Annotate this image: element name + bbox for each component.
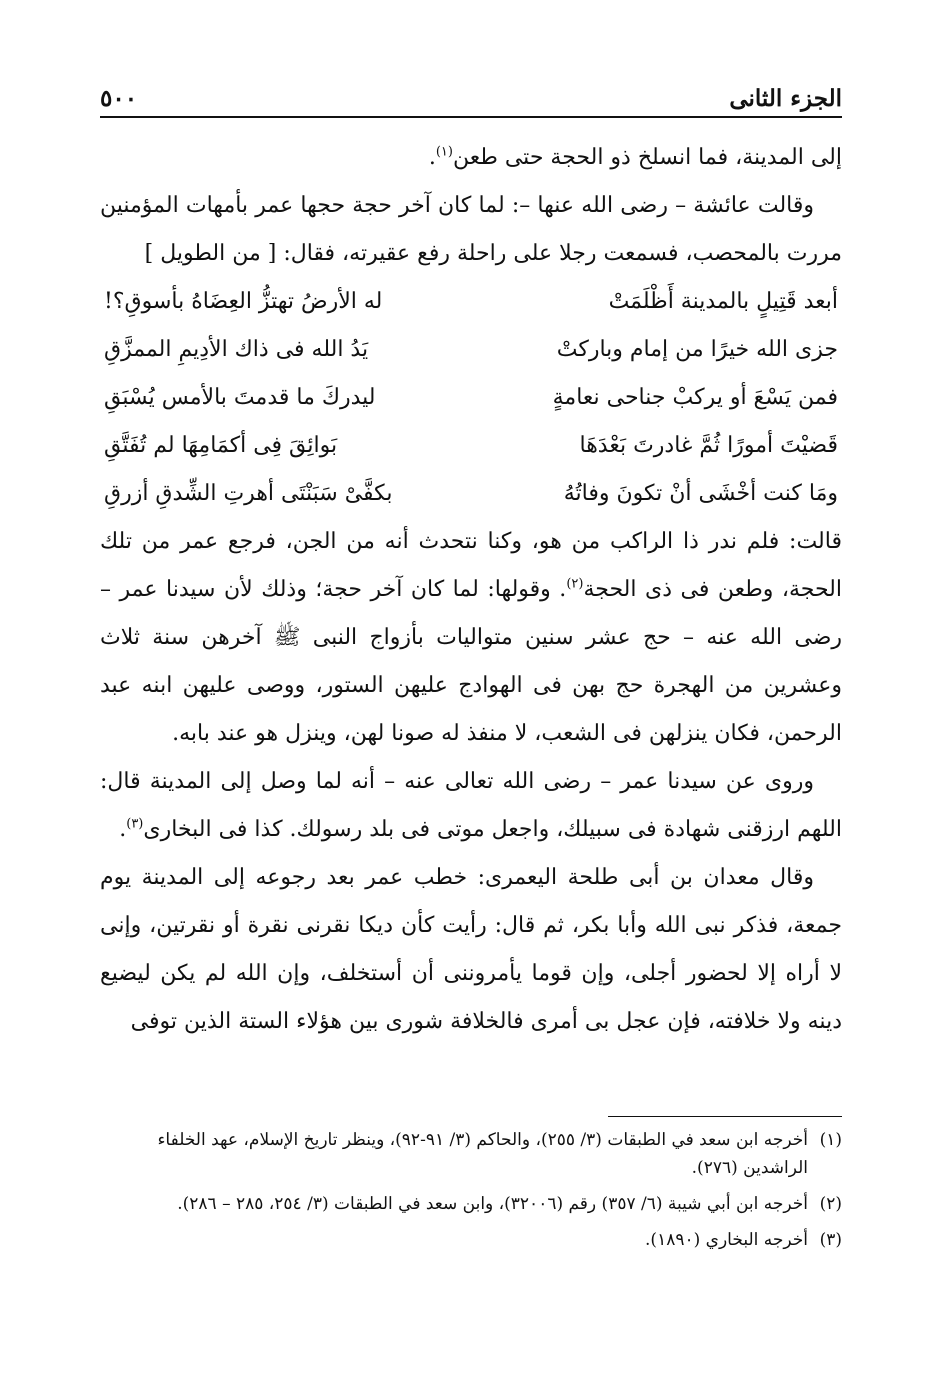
verse-second-hemistich: بكفَّىْ سَبَنْتَى أهرتِ الشِّدقِ أزرقِ — [104, 481, 393, 506]
verse — [100, 470, 842, 518]
paragraph-4: وروى عن سيدنا عمر – رضى الله تعالى عنه – أنه لما وصل إلى المدينة قال: اللهم ارزقنى شهادة فى سبيلك، واجعل موتى فى بلد رسولك. كذا فى البخارى$^{(٣)}$. — [100, 769, 842, 842]
verse — [100, 326, 842, 374]
footnote-text: أخرجه البخاري (١٨٩٠). — [645, 1230, 808, 1250]
footnote-ref-3: (٣) — [126, 816, 144, 832]
paragraph-5: وقال معدان بن أبى طلحة اليعمرى: خطب عمر بعد رجوعه إلى المدينة يوم جمعة، فذكر نبى الله وأبا بكر، ثم قال: رأيت كأن ديكا نقرنى نقرة أو نقرتين، وإنى لا أراه إلا لحضور أجلى، وإن قوما يأمروننى أن أستخلف، وإن الله لم يكن ليضيع دينه ولا خلافته، فإن عجل بى أمرى فالخلافة شورى بين هؤلاء الستة الذين توفى — [100, 865, 842, 1034]
paragraph-3: قالت: فلم ندر ذا الراكب من هو، وكنا نتحدث أنه من الجن، فرجع عمر من تلك الحجة، وطعن فى ذى الحجة$^{(٢)}$. وقولها: لما كان آخر حجة؛ وذلك لأن سيدنا عمر – رضى الله عنه – حج عشر سنين متواليات بأزواج النبى ﷺ آخرهن سنة ثلاث وعشرين من الهجرة حج بهن فى الهوادج عليهن الستور، ووصى عليهن ابنه عبد الرحمن، فكان ينزلهن فى الشعب، لا منفذ له صونا لهن، وينزل هو عند بابه. — [100, 529, 843, 746]
footnote — [100, 1226, 842, 1254]
footnote-ref-1: (١) — [435, 144, 453, 160]
footnotes — [100, 1126, 842, 1262]
page-number: ٥٠٠ — [100, 85, 138, 112]
footnote — [100, 1126, 842, 1182]
verse — [100, 422, 842, 470]
verse-first-hemistich: أبعد قَتِيلٍ بالمدينة أَظْلَمَتْ — [608, 289, 838, 314]
running-title: الجزء الثانى — [729, 85, 842, 112]
poem — [100, 278, 842, 518]
footnote-text: أخرجه ابن أبي شيبة (٦/ ٣٥٧) رقم (٣٢٠٠٦)، وابن سعد في الطبقات (٣/ ٢٥٤، ٢٨٥ – ٢٨٦). — [177, 1194, 808, 1214]
verse-second-hemistich: ليدركَ ما قدمتَ بالأمس يُسْبَقِ — [104, 385, 376, 410]
footnote-number: (١) — [819, 1130, 842, 1150]
verse — [100, 374, 842, 422]
page-header — [100, 68, 842, 112]
footnote — [100, 1190, 842, 1218]
verse-second-hemistich: يَدُ الله فى ذاك الأدِيمِ الممزَّقِ — [104, 337, 369, 362]
footnote-number: (٣) — [819, 1230, 842, 1250]
verse-first-hemistich: جزى الله خيرًا من إمام وباركتْ — [556, 337, 838, 362]
verse-first-hemistich: فمن يَسْعَ أو يركبْ جناحى نعامةٍ — [552, 385, 838, 410]
verse-first-hemistich: قَضيْتَ أمورًا ثُمَّ غادرتَ بَعْدَهَا — [579, 433, 838, 458]
footnote-text: أخرجه ابن سعد في الطبقات (٣/ ٢٥٥)، والحاكم (٣/ ٩١-٩٢)، وينظر تاريخ الإسلام، عهد الخلفاء الراشدين (٢٧٦). — [157, 1130, 808, 1178]
paragraph-1: إلى المدينة، فما انسلخ ذو الحجة حتى طعن$^{(١)}$. — [428, 144, 842, 170]
footnote-number: (٢) — [819, 1194, 842, 1214]
header-divider — [100, 116, 842, 118]
verse-first-hemistich: ومَا كنت أخْشَى أنْ تكونَ وفاتُهُ — [563, 481, 838, 506]
main-text — [100, 134, 842, 1046]
footnote-ref-2: (٢) — [566, 576, 584, 592]
paragraph-2: وقالت عائشة – رضى الله عنها –: لما كان آخر حجة حجها عمر بأمهات المؤمنين مررت بالمحصب، فسمعت رجلا على راحلة رفع عقيرته، فقال: [ من الطويل ] — [100, 193, 842, 266]
verse-second-hemistich: بَوائِقَ فِى أكمَامِهَا لم تُفَتَّقِ — [104, 433, 338, 458]
verse-second-hemistich: له الأرضُ تهتزُّ العِضَاهُ بأسوقِ؟! — [104, 289, 383, 314]
verse — [100, 278, 842, 326]
footnote-divider — [608, 1116, 842, 1117]
